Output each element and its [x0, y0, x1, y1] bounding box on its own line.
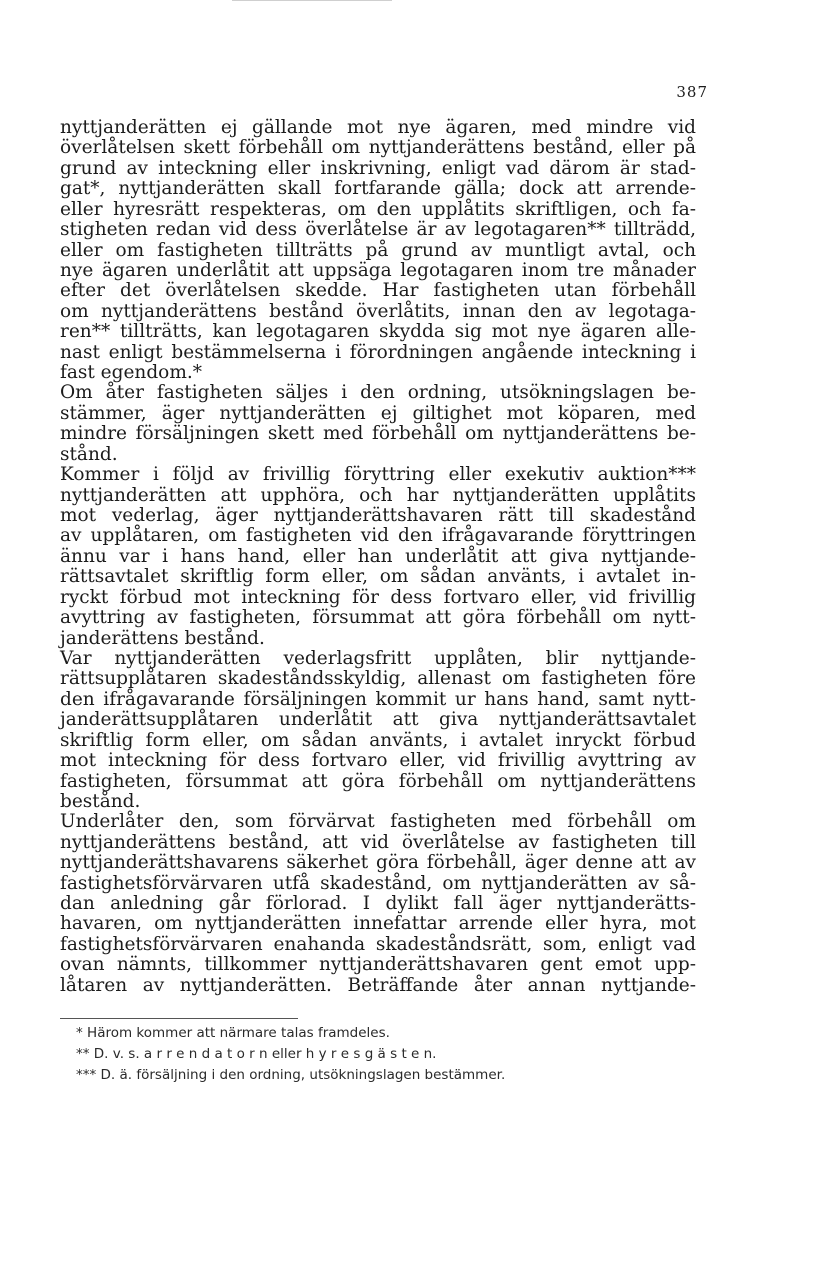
- text-line: eller hyresrätt respekteras, om den upplåtits skriftligen, och fa-: [60, 198, 696, 220]
- text-line: janderättens bestånd.: [60, 627, 265, 649]
- footnote-divider: [60, 1018, 298, 1019]
- text-line: ryckt förbud mot inteckning för dess fortvaro eller, vid frivillig: [60, 586, 696, 608]
- text-line: den ifrågavarande försäljningen kommit ur hans hand, samt nytt-: [60, 688, 696, 710]
- paragraph-4: [60, 649, 696, 812]
- text-line: nyttjanderätten ej gällande mot nye ägaren, med mindre vid: [60, 117, 696, 138]
- paragraph-2: [60, 383, 696, 465]
- text-line: fastigheten, försummat att göra förbehåll om nyttjanderättens: [60, 770, 696, 792]
- footnote-2: ** D. v. s. a r r e n d a t o r n eller h y r e s g ä s t e n.: [76, 1046, 437, 1062]
- text-line: janderättsupplåtaren underlåtit att giva nyttjanderättsavtalet: [60, 709, 696, 731]
- text-line: fastighetsförvärvaren enahanda skadeståndsrätt, som, enligt vad: [60, 933, 696, 955]
- text-line: ren** tillträtts, kan legotagaren skydda sig mot nye ägaren alle-: [60, 321, 696, 343]
- text-line: grund av inteckning eller inskrivning, enligt vad därom är stad-: [60, 157, 696, 179]
- text-line: mot inteckning för dess fortvaro eller, vid frivillig avyttring av: [60, 750, 696, 772]
- text-line: stigheten redan vid dess överlåtelse är av legotagaren** tillträdd,: [60, 219, 696, 241]
- text-line: efter det överlåtelsen skedde. Har fastigheten utan förbehåll: [60, 280, 696, 302]
- text-line: fast egendom.*: [60, 362, 202, 384]
- text-line: havaren, om nyttjanderätten innefattar arrende eller hyra, mot: [60, 913, 696, 935]
- paragraph-1: [60, 118, 696, 383]
- paragraph-3: [60, 465, 696, 649]
- text-line: nyttjanderättens bestånd, att vid överlåtelse av fastigheten till: [60, 831, 696, 853]
- text-line: eller om fastigheten tillträtts på grund av muntligt avtal, och: [60, 239, 696, 261]
- text-line: stämmer, äger nyttjanderätten ej giltighet mot köparen, med: [60, 402, 696, 424]
- text-line: nyttjanderättshavarens säkerhet göra förbehåll, äger denne att av: [60, 852, 696, 874]
- top-edge-rule: [232, 0, 392, 1]
- text-line: ännu var i hans hand, eller han underlåtit att giva nyttjande-: [60, 545, 696, 567]
- text-line: Om åter fastigheten säljes i den ordning, utsökningslagen be-: [60, 382, 696, 404]
- text-line: mot vederlag, äger nyttjanderättshavaren rätt till skadestånd: [60, 505, 696, 527]
- text-line: nyttjanderätten att upphöra, och har nyttjanderätten upplåtits: [60, 484, 696, 506]
- text-line: nast enligt bestämmelserna i förordningen angående inteckning i: [60, 341, 696, 363]
- text-line: av upplåtaren, om fastigheten vid den ifrågavarande föryttringen: [60, 525, 696, 547]
- text-line: mindre försäljningen skett med förbehåll om nyttjanderättens be-: [60, 423, 696, 445]
- text-line: Var nyttjanderätten vederlagsfritt upplåten, blir nyttjande-: [60, 647, 696, 669]
- page-number: 387: [676, 83, 708, 101]
- text-line: låtaren av nyttjanderätten. Beträffande åter annan nyttjande-: [60, 974, 696, 996]
- text-line: skriftlig form eller, om sådan använts, i avtalet inryckt förbud: [60, 729, 696, 751]
- text-line: om nyttjanderättens bestånd överlåtits, innan den av legotaga-: [60, 300, 696, 322]
- text-line: rättsavtalet skriftlig form eller, om sådan använts, i avtalet in-: [60, 566, 696, 588]
- body-text: [60, 118, 696, 996]
- footnotes: [76, 1023, 696, 1086]
- text-line: nye ägaren underlåtit att uppsäga legotagaren inom tre månader: [60, 259, 696, 281]
- footnote-3: *** D. ä. försäljning i den ordning, utsökningslagen bestämmer.: [76, 1067, 506, 1083]
- text-line: Underlåter den, som förvärvat fastigheten med förbehåll om: [60, 811, 696, 833]
- text-line: rättsupplåtaren skadeståndsskyldig, allenast om fastigheten före: [60, 668, 696, 690]
- text-line: dan anledning går förlorad. I dylikt fall äger nyttjanderätts-: [60, 893, 696, 915]
- text-line: ovan nämnts, tillkommer nyttjanderättshavaren gent emot upp-: [60, 954, 696, 976]
- footnote-1: * Härom kommer att närmare talas framdeles.: [76, 1025, 390, 1041]
- text-line: Kommer i följd av frivillig föryttring eller exekutiv auktion***: [60, 464, 696, 486]
- text-line: bestånd.: [60, 790, 141, 812]
- text-line: överlåtelsen skett förbehåll om nyttjanderättens bestånd, eller på: [60, 137, 696, 159]
- paragraph-5: [60, 812, 696, 996]
- text-line: stånd.: [60, 443, 118, 465]
- text-line: fastighetsförvärvaren utfå skadestånd, om nyttjanderätten av så-: [60, 872, 696, 894]
- text-line: gat*, nyttjanderätten skall fortfarande gälla; dock att arrende-: [60, 178, 696, 200]
- text-line: avyttring av fastigheten, försummat att göra förbehåll om nytt-: [60, 607, 696, 629]
